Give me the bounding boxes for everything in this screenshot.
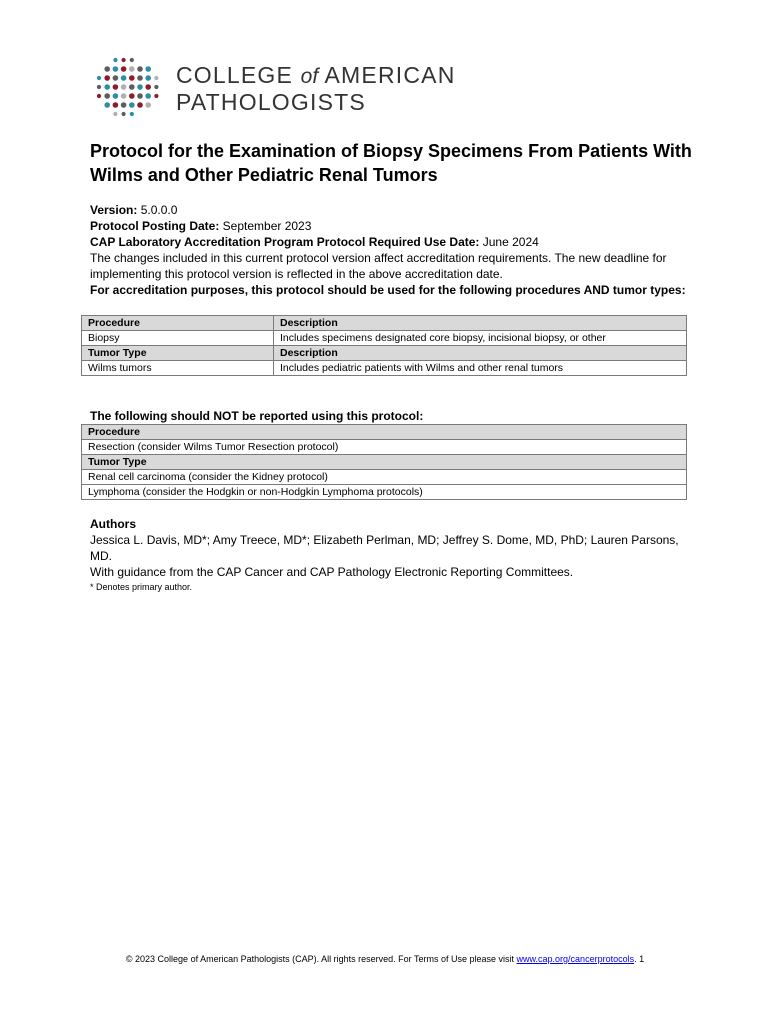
table-cell: Lymphoma (consider the Hodgkin or non-Hodgkin Lymphoma protocols) bbox=[82, 485, 687, 500]
applicable-procedures-table bbox=[81, 315, 687, 376]
changes-note: The changes included in this current protocol version affect accreditation requirements. The new deadline for implementing this protocol version is reflected in the above accreditation date. bbox=[90, 251, 667, 281]
logo-dot bbox=[97, 94, 101, 98]
table-cell: Renal cell carcinoma (consider the Kidney protocol) bbox=[82, 470, 687, 485]
logo-dot bbox=[104, 93, 110, 99]
logo-dot bbox=[137, 102, 143, 108]
logo-dot bbox=[113, 102, 119, 108]
logo-dot bbox=[154, 76, 158, 80]
table-cell: Description bbox=[274, 316, 687, 331]
logo-dot bbox=[113, 66, 119, 72]
logo-dot bbox=[130, 58, 134, 62]
table-cell: Wilms tumors bbox=[82, 361, 274, 376]
logo-dot bbox=[113, 93, 119, 99]
logo-dot bbox=[122, 58, 126, 62]
logo-dot bbox=[129, 84, 135, 90]
table-row bbox=[82, 331, 687, 346]
required-use-date-line: CAP Laboratory Accreditation Program Protocol Required Use Date: June 2024 bbox=[90, 235, 539, 249]
logo-dot bbox=[129, 102, 135, 108]
excluded-procedures-table bbox=[81, 424, 687, 500]
logo-line-2: PATHOLOGISTS bbox=[176, 89, 366, 115]
page-title: Protocol for the Examination of Biopsy Specimens From Patients With Wilms and Other Pediatric Renal Tumors bbox=[90, 141, 692, 185]
logo-dot bbox=[129, 66, 135, 72]
logo-dot bbox=[104, 75, 110, 81]
logo-dot-grid-icon bbox=[94, 54, 162, 120]
logo-dot bbox=[113, 58, 117, 62]
logo-dot bbox=[137, 75, 143, 81]
logo-dot bbox=[145, 66, 151, 72]
logo-dot bbox=[113, 112, 117, 116]
logo-dot bbox=[121, 66, 127, 72]
logo-dot bbox=[154, 94, 158, 98]
logo-dot bbox=[145, 102, 151, 108]
logo-dot bbox=[113, 84, 119, 90]
posting-date-line: Protocol Posting Date: September 2023 bbox=[90, 219, 312, 233]
table-cell: Includes pediatric patients with Wilms and other renal tumors bbox=[274, 361, 687, 376]
logo-dot bbox=[137, 84, 143, 90]
logo-dot bbox=[129, 93, 135, 99]
table-cell: Resection (consider Wilms Tumor Resection protocol) bbox=[82, 440, 687, 455]
authors-section bbox=[90, 516, 690, 594]
logo-dot bbox=[104, 84, 110, 90]
logo-dot bbox=[145, 84, 151, 90]
table-cell: Tumor Type bbox=[82, 455, 687, 470]
version-line: Version: 5.0.0.0 bbox=[90, 203, 178, 217]
table-cell: Biopsy bbox=[82, 331, 274, 346]
authors-names: Jessica L. Davis, MD*; Amy Treece, MD*; Elizabeth Perlman, MD; Jeffrey S. Dome, MD, PhD; Lauren Parsons, MD. bbox=[90, 533, 679, 563]
table-cell: Procedure bbox=[82, 316, 274, 331]
logo-dot bbox=[137, 93, 143, 99]
table-row bbox=[82, 316, 687, 331]
table-row bbox=[82, 346, 687, 361]
logo-line-1: COLLEGE of AMERICAN bbox=[176, 62, 456, 88]
table-cell: Tumor Type bbox=[82, 346, 274, 361]
copyright-text: © 2023 College of American Pathologists (CAP). All rights reserved. For Terms of Use please visit bbox=[125, 954, 517, 964]
logo-dot bbox=[97, 85, 101, 89]
logo-dot bbox=[145, 93, 151, 99]
authors-guidance: With guidance from the CAP Cancer and CAP Pathology Electronic Reporting Committees. bbox=[90, 565, 574, 579]
page-footer bbox=[0, 953, 770, 965]
logo-dot bbox=[121, 75, 127, 81]
logo-dot bbox=[137, 66, 143, 72]
logo-dot bbox=[130, 112, 134, 116]
logo-dot bbox=[104, 102, 110, 108]
logo-dot bbox=[121, 84, 127, 90]
table-row bbox=[82, 485, 687, 500]
logo-dot bbox=[97, 76, 101, 80]
logo-dot bbox=[122, 112, 126, 116]
table-cell: Description bbox=[274, 346, 687, 361]
cancer-protocols-link[interactable]: www.cap.org/cancerprotocols bbox=[516, 954, 635, 964]
protocol-metadata bbox=[90, 202, 690, 298]
primary-author-note: * Denotes primary author. bbox=[90, 582, 193, 592]
logo-dot bbox=[154, 85, 158, 89]
table-row bbox=[82, 440, 687, 455]
logo-dot bbox=[121, 93, 127, 99]
table-row bbox=[82, 455, 687, 470]
logo-dot bbox=[121, 102, 127, 108]
table-row bbox=[82, 361, 687, 376]
authors-heading: Authors bbox=[90, 517, 136, 531]
cap-logo bbox=[94, 54, 474, 120]
table-row bbox=[82, 470, 687, 485]
page-number: . 1 bbox=[634, 954, 645, 964]
logo-dot bbox=[113, 75, 119, 81]
logo-dot bbox=[104, 66, 110, 72]
logo-dot bbox=[129, 75, 135, 81]
accreditation-note: For accreditation purposes, this protocol should be used for the following procedures AND tumor types: bbox=[90, 283, 686, 297]
not-reported-heading: The following should NOT be reported using this protocol: bbox=[90, 409, 424, 423]
table-cell: Procedure bbox=[82, 425, 687, 440]
table-row bbox=[82, 425, 687, 440]
table-cell: Includes specimens designated core biopsy, incisional biopsy, or other bbox=[274, 331, 687, 346]
logo-dot bbox=[145, 75, 151, 81]
